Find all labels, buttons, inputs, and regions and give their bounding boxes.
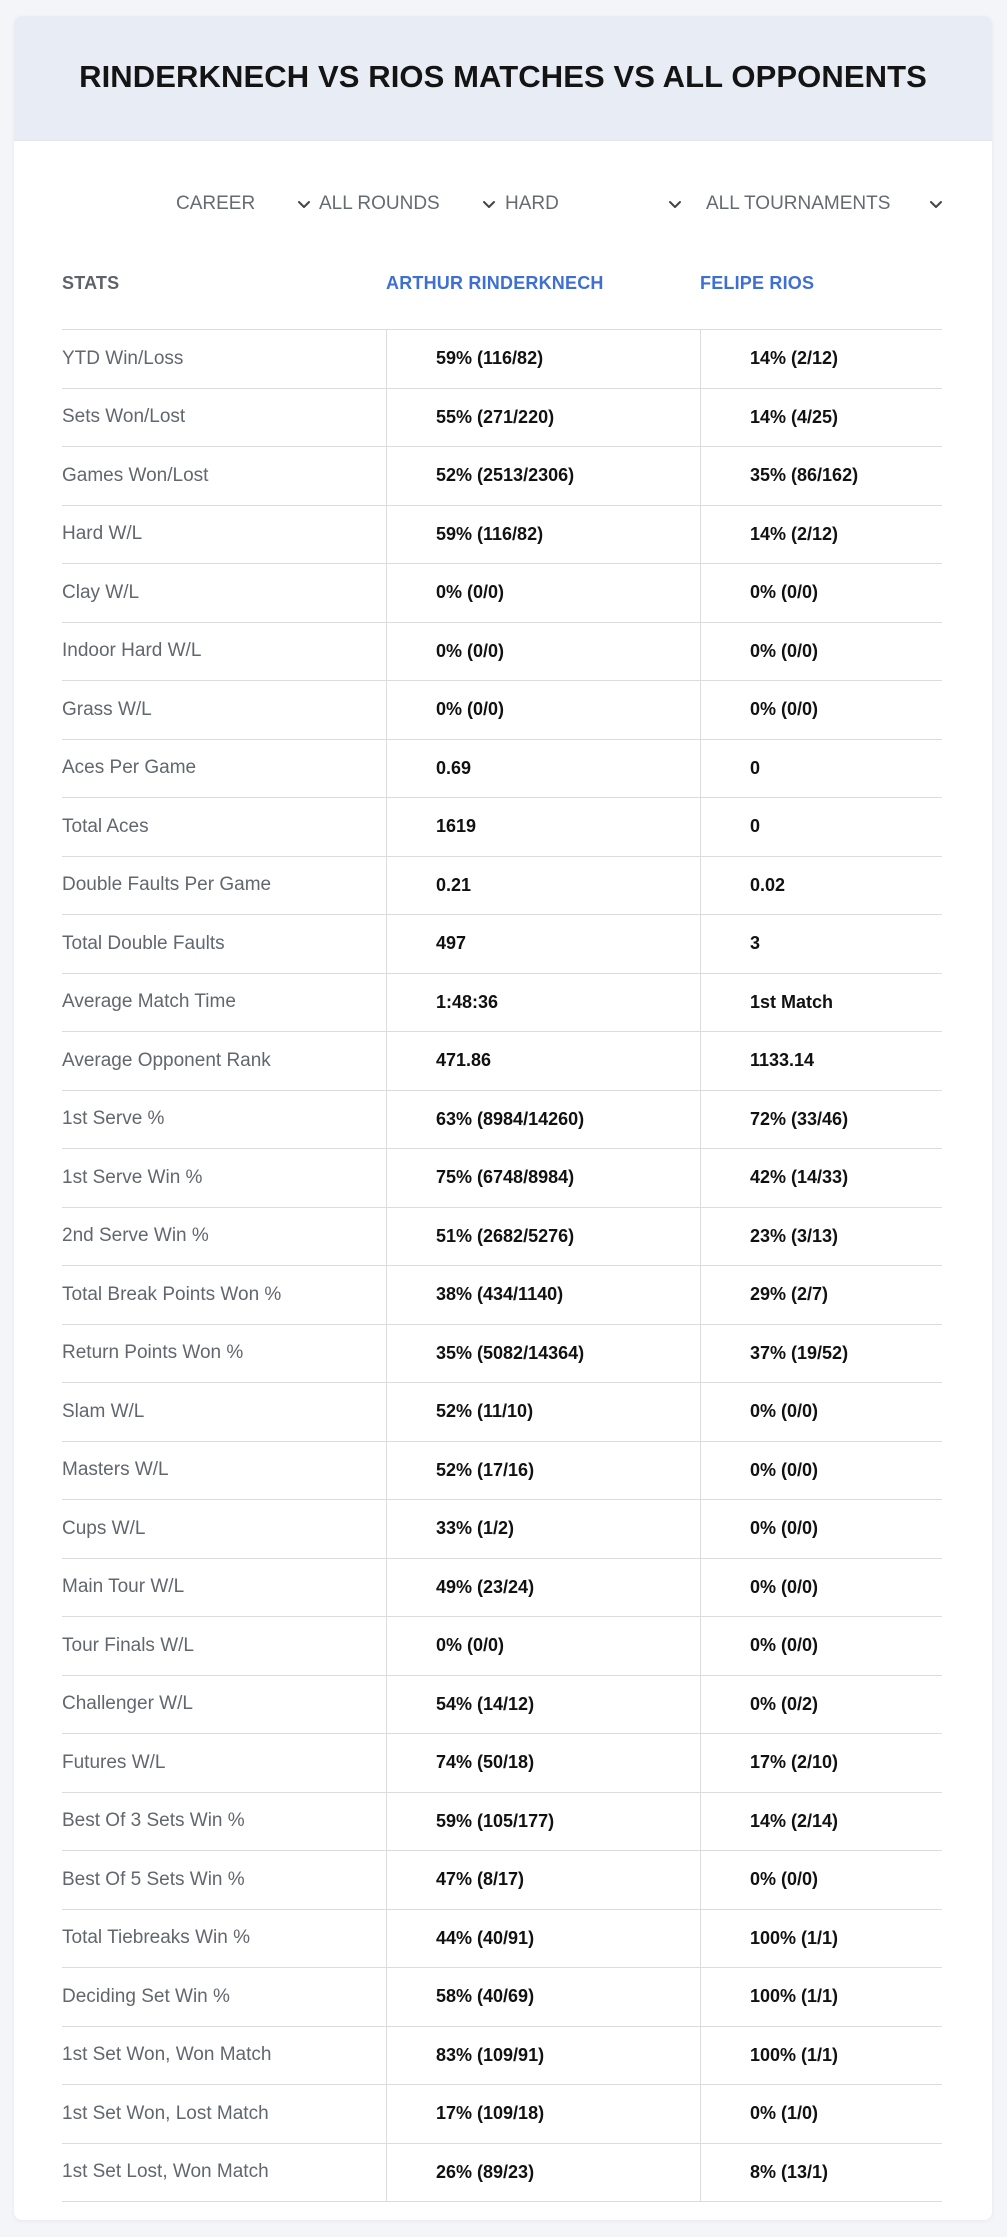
table-body	[62, 330, 942, 2202]
page-title: RINDERKNECH VS RIOS MATCHES VS ALL OPPONENTS	[79, 59, 927, 94]
player1-value-cell: 59% (116/82)	[386, 330, 700, 388]
stat-cell: Hard W/L	[62, 523, 143, 545]
table-row	[62, 974, 942, 1033]
surface-dropdown-value: HARD	[505, 193, 559, 214]
table-row	[62, 623, 942, 682]
player1-value-cell: 63% (8984/14260)	[386, 1091, 700, 1149]
round-dropdown-value: ALL ROUNDS	[319, 193, 440, 214]
stat-cell: Slam W/L	[62, 1400, 145, 1422]
table-row	[62, 447, 942, 506]
chevron-down-icon	[481, 196, 497, 212]
player1-value-cell: 1619	[386, 798, 700, 856]
stat-cell: Deciding Set Win %	[62, 1985, 230, 2007]
player1-value-cell: 52% (11/10)	[386, 1383, 700, 1441]
player2-value-cell: 72% (33/46)	[700, 1091, 942, 1149]
stat-cell: 1st Set Won, Won Match	[62, 2044, 272, 2066]
player1-value-cell: 54% (14/12)	[386, 1676, 700, 1734]
player2-value-cell: 0% (1/0)	[700, 2085, 942, 2143]
table-row	[62, 740, 942, 799]
player1-value-cell: 471.86	[386, 1032, 700, 1090]
chevron-down-icon	[928, 196, 944, 212]
table-row	[62, 1383, 942, 1442]
player1-value-cell: 59% (116/82)	[386, 506, 700, 564]
stat-cell: Return Points Won %	[62, 1342, 244, 1364]
stat-cell: 2nd Serve Win %	[62, 1225, 209, 1247]
player1-value-cell: 35% (5082/14364)	[386, 1325, 700, 1383]
stat-cell: 1st Set Won, Lost Match	[62, 2102, 269, 2124]
table-row	[62, 1617, 942, 1676]
round-dropdown[interactable]	[319, 184, 497, 224]
player1-value-cell: 59% (105/177)	[386, 1793, 700, 1851]
player2-value-cell: 0% (0/0)	[700, 1442, 942, 1500]
stat-cell: Grass W/L	[62, 698, 152, 720]
table-row	[62, 330, 942, 389]
player2-value-cell: 37% (19/52)	[700, 1325, 942, 1383]
player2-value-cell: 14% (4/25)	[700, 389, 942, 447]
table-row	[62, 1851, 942, 1910]
stats-table	[62, 253, 942, 2202]
table-row	[62, 1559, 942, 1618]
stat-cell: Total Tiebreaks Win %	[62, 1927, 250, 1949]
table-row	[62, 798, 942, 857]
player2-value-cell: 14% (2/12)	[700, 506, 942, 564]
stats-card	[14, 16, 992, 2220]
card-header	[14, 16, 992, 141]
player2-value-cell: 8% (13/1)	[700, 2144, 942, 2202]
table-row	[62, 915, 942, 974]
table-row	[62, 389, 942, 448]
stat-cell: Total Aces	[62, 815, 149, 837]
stat-cell: Tour Finals W/L	[62, 1634, 194, 1656]
player2-value-cell: 0% (0/2)	[700, 1676, 942, 1734]
stat-cell: Clay W/L	[62, 581, 140, 603]
player1-value-cell: 0% (0/0)	[386, 681, 700, 739]
stat-cell: Best Of 5 Sets Win %	[62, 1868, 245, 1890]
stat-cell: Total Double Faults	[62, 932, 225, 954]
player2-value-cell: 42% (14/33)	[700, 1149, 942, 1207]
column-header-stats: STATS	[62, 273, 120, 293]
table-row	[62, 1442, 942, 1501]
player1-value-cell: 0.21	[386, 857, 700, 915]
player1-value-cell: 55% (271/220)	[386, 389, 700, 447]
table-row	[62, 2027, 942, 2086]
player1-value-cell: 47% (8/17)	[386, 1851, 700, 1909]
player2-value-cell: 0% (0/0)	[700, 1559, 942, 1617]
stat-cell: Average Match Time	[62, 991, 236, 1013]
chevron-down-icon	[296, 196, 312, 212]
stat-cell: Average Opponent Rank	[62, 1049, 271, 1071]
stat-cell: 1st Serve %	[62, 1108, 165, 1130]
table-row	[62, 1266, 942, 1325]
player1-value-cell: 33% (1/2)	[386, 1500, 700, 1558]
player1-value-cell: 44% (40/91)	[386, 1910, 700, 1968]
player2-value-cell: 14% (2/14)	[700, 1793, 942, 1851]
stat-cell: 1st Serve Win %	[62, 1166, 203, 1188]
table-row	[62, 2085, 942, 2144]
player1-value-cell: 0% (0/0)	[386, 623, 700, 681]
player2-value-cell: 17% (2/10)	[700, 1734, 942, 1792]
player2-value-cell: 0% (0/0)	[700, 1500, 942, 1558]
player2-value-cell: 0% (0/0)	[700, 1383, 942, 1441]
table-row	[62, 1325, 942, 1384]
table-row	[62, 857, 942, 916]
player2-value-cell: 0% (0/0)	[700, 1851, 942, 1909]
player2-value-cell: 0% (0/0)	[700, 1617, 942, 1675]
player2-value-cell: 0.02	[700, 857, 942, 915]
player1-value-cell: 75% (6748/8984)	[386, 1149, 700, 1207]
stat-cell: Futures W/L	[62, 1751, 166, 1773]
stat-cell: Masters W/L	[62, 1459, 169, 1481]
stat-cell: Cups W/L	[62, 1517, 146, 1539]
table-row	[62, 1208, 942, 1267]
player2-value-cell: 0	[700, 798, 942, 856]
player2-value-cell: 100% (1/1)	[700, 1910, 942, 1968]
player1-value-cell: 58% (40/69)	[386, 1968, 700, 2026]
tournament-dropdown-value: ALL TOURNAMENTS	[706, 193, 891, 214]
chevron-down-icon	[667, 196, 683, 212]
table-row	[62, 2144, 942, 2203]
player1-value-cell: 26% (89/23)	[386, 2144, 700, 2202]
filter-bar	[14, 184, 992, 224]
stat-cell: Indoor Hard W/L	[62, 640, 202, 662]
stat-cell: Best Of 3 Sets Win %	[62, 1810, 245, 1832]
player2-value-cell: 0	[700, 740, 942, 798]
stat-cell: Games Won/Lost	[62, 464, 209, 486]
player2-value-cell: 0% (0/0)	[700, 623, 942, 681]
player2-value-cell: 100% (1/1)	[700, 2027, 942, 2085]
table-row	[62, 1091, 942, 1150]
player1-value-cell: 38% (434/1140)	[386, 1266, 700, 1324]
player2-value-cell: 3	[700, 915, 942, 973]
player1-value-cell: 17% (109/18)	[386, 2085, 700, 2143]
table-header	[62, 253, 942, 330]
player2-value-cell: 1133.14	[700, 1032, 942, 1090]
stat-cell: Sets Won/Lost	[62, 406, 186, 428]
player1-value-cell: 497	[386, 915, 700, 973]
stat-cell: 1st Set Lost, Won Match	[62, 2161, 269, 2183]
table-row	[62, 564, 942, 623]
surface-dropdown[interactable]	[505, 184, 683, 224]
player1-value-cell: 0% (0/0)	[386, 564, 700, 622]
player1-value-cell: 74% (50/18)	[386, 1734, 700, 1792]
player1-value-cell: 49% (23/24)	[386, 1559, 700, 1617]
period-dropdown[interactable]	[176, 184, 312, 224]
table-row	[62, 1500, 942, 1559]
stat-cell: Total Break Points Won %	[62, 1283, 282, 1305]
table-row	[62, 1149, 942, 1208]
player2-value-cell: 1st Match	[700, 974, 942, 1032]
player2-value-cell: 14% (2/12)	[700, 330, 942, 388]
player1-value-cell: 0% (0/0)	[386, 1617, 700, 1675]
stat-cell: YTD Win/Loss	[62, 347, 184, 369]
player1-value-cell: 52% (17/16)	[386, 1442, 700, 1500]
column-header-player1[interactable]: ARTHUR RINDERKNECH	[386, 273, 604, 293]
table-row	[62, 1734, 942, 1793]
player1-value-cell: 83% (109/91)	[386, 2027, 700, 2085]
stat-cell: Main Tour W/L	[62, 1576, 185, 1598]
player2-value-cell: 23% (3/13)	[700, 1208, 942, 1266]
player1-value-cell: 52% (2513/2306)	[386, 447, 700, 505]
table-row	[62, 1032, 942, 1091]
player2-value-cell: 0% (0/0)	[700, 564, 942, 622]
stat-cell: Double Faults Per Game	[62, 874, 272, 896]
table-row	[62, 1793, 942, 1852]
column-header-player2[interactable]: FELIPE RIOS	[700, 273, 815, 293]
table-row	[62, 681, 942, 740]
player1-value-cell: 0.69	[386, 740, 700, 798]
player2-value-cell: 29% (2/7)	[700, 1266, 942, 1324]
table-row	[62, 1676, 942, 1735]
stat-cell: Challenger W/L	[62, 1693, 193, 1715]
player1-value-cell: 51% (2682/5276)	[386, 1208, 700, 1266]
player2-value-cell: 35% (86/162)	[700, 447, 942, 505]
player1-value-cell: 1:48:36	[386, 974, 700, 1032]
tournament-dropdown[interactable]	[706, 184, 944, 224]
table-row	[62, 1910, 942, 1969]
stat-cell: Aces Per Game	[62, 757, 197, 779]
table-row	[62, 506, 942, 565]
player2-value-cell: 100% (1/1)	[700, 1968, 942, 2026]
table-row	[62, 1968, 942, 2027]
player2-value-cell: 0% (0/0)	[700, 681, 942, 739]
period-dropdown-value: CAREER	[176, 193, 256, 214]
